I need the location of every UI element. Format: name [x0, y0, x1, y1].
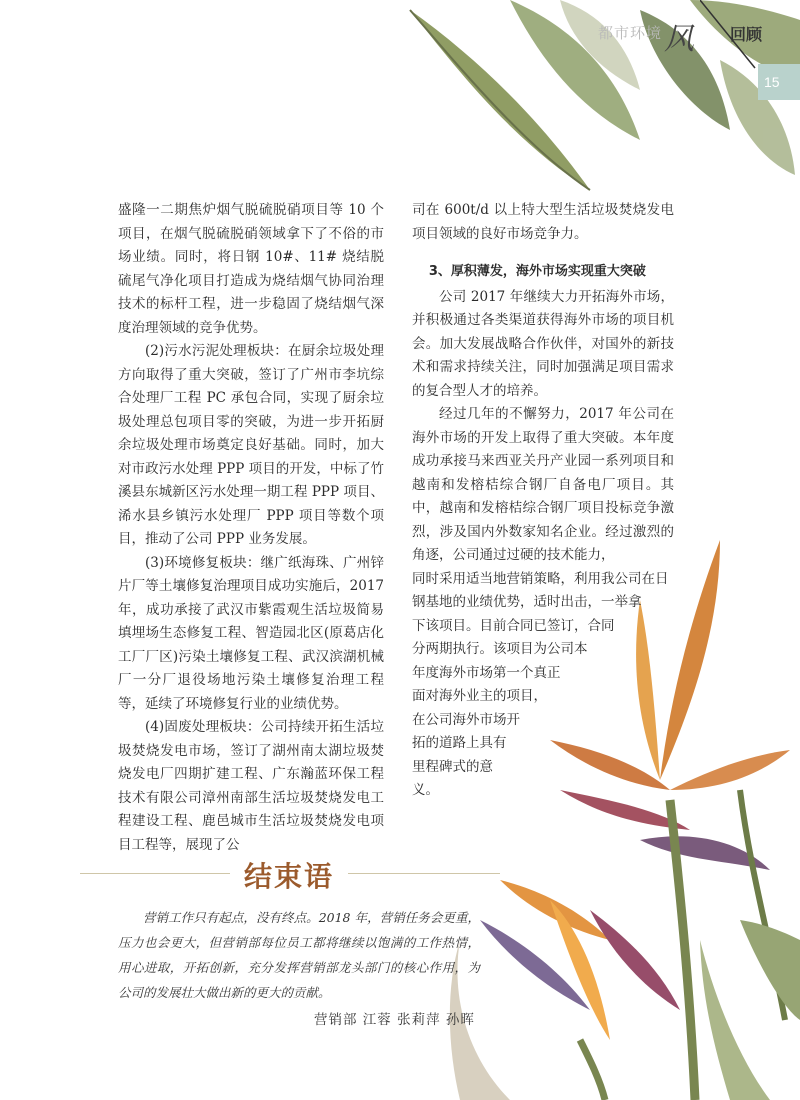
text-line: 同时采用适当地营销策略，利用我公司在日: [412, 570, 669, 587]
magazine-name: 都市环境: [598, 24, 663, 42]
paragraph: (2)污水污泥处理板块：在厨余垃圾处理方向取得了重大突破，签订了广州市李坑综合处理厂工程 PC 承包合同，实现了厨余垃圾处理总包项目零的突破，为进一步开拓厨余垃圾处理市场奠定良好基础。同时，加大对市政污水处理 PPP 项目的开发，中标了竹溪县东城新区污水处理一期工程 PPP 项目、浠水县乡镇污水处理厂 PPP 项目等数个项目，推动了公司 PPP 业务发展。: [118, 343, 384, 547]
text-line: 在公司海外市场开: [412, 711, 520, 728]
text-line: 义。: [412, 782, 439, 798]
paragraph: 司在 600t/d 以上特大型生活垃圾焚烧发电项目领域的良好市场竞争力。: [412, 202, 674, 242]
conclusion-text: [118, 905, 480, 1005]
text-line: 年度海外市场第一个真正: [412, 664, 561, 681]
conclusion-title: 结束语: [230, 855, 348, 895]
paragraph: 经过几年的不懈努力，2017 年公司在海外市场的开发上取得了重大突破。本年度成功承接马来西亚关丹产业园一系列项目和越南和发榕桔综合钢厂自备电厂项目。其中，越南和发榕桔综合钢厂项目投标竞争激烈，涉及国内外数家知名企业。经过激烈的角逐，公司通过过硬的技术能力，: [412, 406, 674, 563]
text-line: 里程碑式的意: [412, 758, 493, 775]
paragraph: (3)环境修复板块：继广纸海珠、广州锌片厂等土壤修复治理项目成功实施后，2017 年，成功承接了武汉市紫霞观生活垃圾简易填埋场生态修复工程、智造园北区(原葛店化工厂厂区)污染土壤修复工程、武汉滨湖机械厂一分厂退役场地污染土壤修复治理工程等，延续了环境修复行业的业绩优势。: [118, 554, 384, 712]
section-subheading: 3、厚积薄发，海外市场实现重大突破: [428, 264, 646, 279]
paragraph: 营销工作只有起点，没有终点。2018 年，营销任务会更重，压力也会更大，但营销部每位员工都将继续以饱满的工作热情，用心进取，开拓创新，充分发挥营销部龙头部门的核心作用，为公司的发展壮大做出新的更大的贡献。: [118, 910, 480, 1000]
paragraph: 盛隆一二期焦炉烟气脱硫脱硝项目等 10 个项目，在烟气脱硫脱硝领域拿下了不俗的市场业绩。同时，将日钢 10#、11# 烧结脱硫尾气净化项目打造成为烧结烟气协同治理技术的标杆工程，进一步稳固了烧结烟气深度治理领域的竞争优势。: [118, 202, 384, 336]
text-line: 面对海外业主的项目，: [412, 688, 547, 704]
page-number: 15: [758, 64, 800, 100]
left-column: [118, 199, 384, 857]
right-column: [412, 199, 674, 803]
text-line: 下该项目。目前合同已签订，合同: [412, 617, 615, 634]
text-line: 拓的道路上具有: [412, 735, 507, 751]
paragraph: 公司 2017 年继续大力开拓海外市场，并积极通过各类渠道获得海外市场的项目机会。加大发展战略合作伙伴，对国外的新技术和需求持续关注，同时加强满足项目需求的复合型人才的培养。: [412, 288, 674, 399]
text-line: 钢基地的业绩优势，适时出击，一举拿: [412, 594, 642, 610]
authors: 营销部 江蓉 张莉萍 孙晖: [314, 1012, 475, 1028]
section-title: 回顾: [730, 25, 763, 44]
text-line: 分两期执行。该项目为公司本: [412, 641, 588, 657]
section-logo: 风: [664, 22, 694, 57]
paragraph: (4)固废处理板块：公司持续开拓生活垃圾焚烧发电市场，签订了湖州南太湖垃圾焚烧发电厂四期扩建工程、广东瀚蓝环保工程技术有限公司漳州南部生活垃圾焚烧发电工程建设工程、鹿邑城市生活垃圾焚烧发电项目工程等，展现了公: [118, 719, 384, 853]
